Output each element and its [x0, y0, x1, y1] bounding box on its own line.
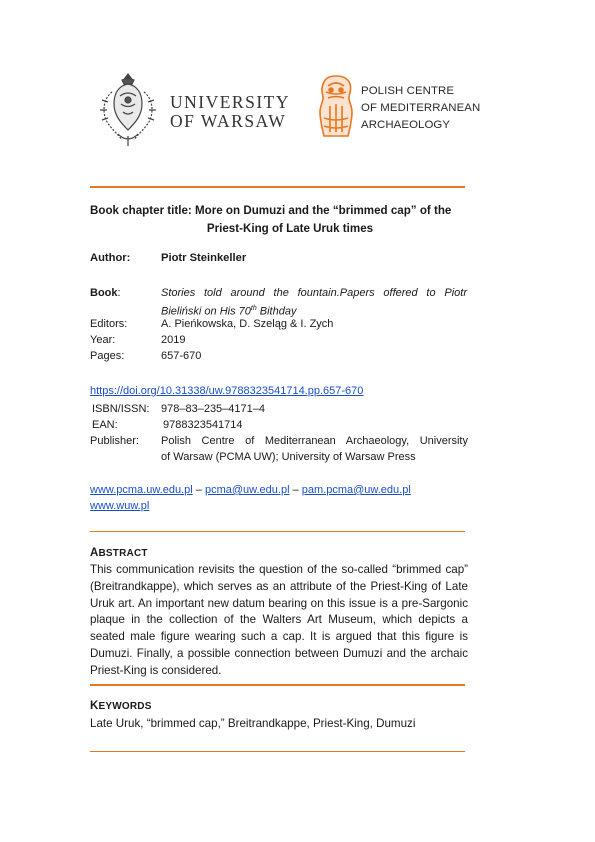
publisher-line1: Polish Centre of Mediterranean Archaeology, University — [161, 435, 468, 447]
year-value: 2019 — [161, 334, 186, 346]
university-of-warsaw-logo — [92, 70, 290, 150]
abstract-heading-rest: BSTRACT — [98, 548, 148, 559]
author-value: Piotr Steinkeller — [161, 252, 247, 264]
chapter-title-part1: More on Dumuzi and the “brimmed cap” of the — [195, 204, 452, 217]
abstract-text: This communication revisits the question of the so-called “brimmed cap” (Breitrandkappe), which serves as an attribute of the Priest-King of Late Uruk art. An important new datum bearing on this issue is a pre-Sargonic plaque in the collection of the Walters Art Museum, which depicts a seated male figure wearing such a cap. It is argued that this figure is Dumuzi. Finally, a possible connection between Dumuzi and the archaic Priest-King is considered. — [90, 563, 468, 677]
keywords-heading-initial: K — [90, 700, 99, 712]
chapter-title-block — [90, 202, 470, 238]
link-separator: – — [292, 484, 299, 496]
ean-label: EAN: — [92, 419, 118, 431]
editors-value: A. Pieńkowska, D. Szeląg & I. Zych — [161, 318, 334, 330]
pages-value: 657-670 — [161, 350, 202, 362]
publisher-line2: of Warsaw (PCMA UW); University of Warsaw Press — [161, 451, 416, 463]
author-label: Author: — [90, 252, 131, 264]
book-label-text: Book — [90, 287, 118, 299]
uw-wordmark-line2: OF WARSAW — [170, 111, 287, 131]
pcma-email-link[interactable]: pcma@uw.edu.pl — [204, 484, 290, 496]
links-divider — [90, 531, 465, 532]
publisher-value — [161, 433, 468, 465]
isbn-label: ISBN/ISSN: — [92, 403, 150, 415]
doi-link[interactable]: https://doi.org/10.31338/uw.9788323541714.pp.657-670 — [90, 385, 364, 397]
book-title-sup: th — [250, 305, 257, 312]
pcma-wordmark — [361, 83, 480, 134]
pcma-lion-icon — [316, 74, 356, 138]
bottom-divider — [90, 751, 465, 752]
uw-wordmark-line1: UNIVERSITY — [170, 92, 290, 112]
keywords-heading — [90, 700, 152, 712]
pcma-wordmark-line1: POLISH CENTRE — [361, 85, 455, 97]
pcma-website-link[interactable]: www.pcma.uw.edu.pl — [90, 484, 193, 496]
book-title-part3: Bithday — [256, 305, 297, 318]
ean-value: 9788323541714 — [163, 419, 243, 431]
book-title-part1: Stories told around the fountain.Papers offered to Piotr — [161, 287, 467, 299]
editors-label: Editors: — [90, 318, 128, 330]
book-label — [90, 285, 121, 301]
top-divider — [90, 186, 465, 188]
book-title-part2: Bieliński on His 70 — [161, 305, 251, 318]
chapter-title-label: Book chapter title: — [90, 204, 192, 217]
publisher-label: Publisher: — [90, 435, 139, 447]
year-label: Year: — [90, 334, 116, 346]
wuw-website-link[interactable]: www.wuw.pl — [90, 500, 150, 512]
uw-crest-icon — [92, 70, 164, 150]
pcma-wordmark-line3: ARCHAEOLOGY — [361, 119, 451, 131]
uw-wordmark — [170, 93, 290, 131]
keywords-heading-rest: EYWORDS — [98, 701, 152, 712]
pages-label: Pages: — [90, 350, 125, 362]
chapter-title-part2: Priest-King of Late Uruk times — [206, 222, 374, 235]
pam-email-link[interactable]: pam.pcma@uw.edu.pl — [301, 484, 411, 496]
isbn-value: 978–83–235–4171–4 — [161, 403, 266, 415]
book-label-colon: : — [117, 287, 121, 299]
keywords-text: Late Uruk, “brimmed cap,” Breitrandkappe, Priest-King, Dumuzi — [90, 717, 416, 730]
link-separator: – — [195, 484, 202, 496]
abstract-heading — [90, 547, 148, 559]
book-title — [161, 285, 467, 320]
contact-links-row — [90, 482, 411, 498]
abstract-heading-initial: A — [90, 547, 99, 559]
pcma-wordmark-line2: OF MEDITERRANEAN — [361, 102, 481, 114]
abstract-divider — [90, 684, 465, 686]
